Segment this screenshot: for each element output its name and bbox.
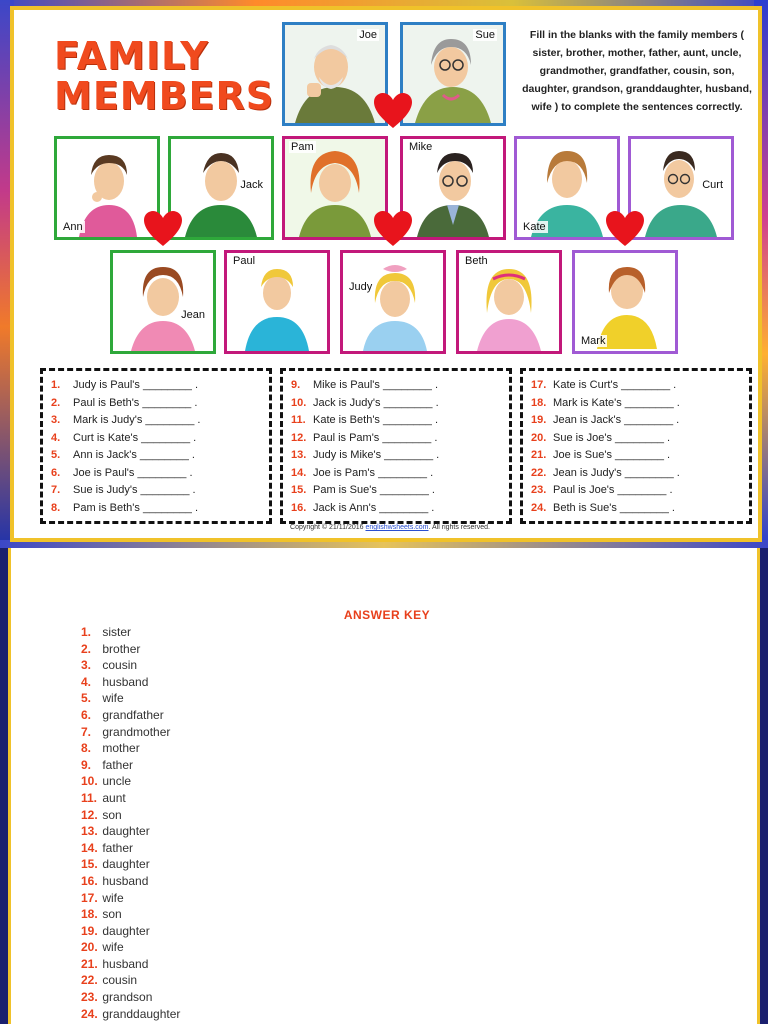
name-label-kate: Kate xyxy=(523,221,546,233)
card-sue xyxy=(400,22,506,126)
answer-key-item: 22. cousin xyxy=(81,973,138,988)
answer-key-item: 18. son xyxy=(81,907,122,922)
name-label-jack: Jack xyxy=(240,179,263,191)
card-mark xyxy=(572,250,678,354)
exercise-line: 24. Beth is Sue's ________ . xyxy=(531,501,675,514)
answer-key-item: 8. mother xyxy=(81,741,140,756)
answer-key-item: 9. father xyxy=(81,757,134,772)
card-paul xyxy=(224,250,330,354)
title-line-1: FAMILY xyxy=(54,34,209,78)
answer-key-item: 12. son xyxy=(81,807,122,822)
card-mike xyxy=(400,136,506,240)
exercise-line: 20. Sue is Joe's ________ . xyxy=(531,431,671,444)
exercise-line: 7. Sue is Judy's ________ . xyxy=(51,484,196,496)
exercise-line: 14. Joe is Pam's ________ . xyxy=(291,466,434,479)
exercise-line: 13. Judy is Mike's ________ . xyxy=(291,449,440,461)
answer-key-item: 11. aunt xyxy=(81,790,126,805)
exercise-line: 10. Jack is Judy's ________ . xyxy=(291,396,439,409)
answer-key-item: 2. brother xyxy=(81,641,141,656)
heart-icon-pam-mike xyxy=(372,210,414,248)
answer-key-item: 13. daughter xyxy=(81,824,150,839)
exercise-line: 5. Ann is Jack's ________ . xyxy=(51,449,195,461)
answer-key-title: ANSWER KEY xyxy=(343,608,431,622)
answer-key-item: 17. wife xyxy=(81,890,124,905)
exercise-line: 17. Kate is Curt's ________ . xyxy=(531,379,677,391)
heart-icon-ann-jack xyxy=(142,210,184,248)
card-jean xyxy=(110,250,216,354)
answer-key-page xyxy=(8,548,760,1024)
exercise-line: 21. Joe is Sue's ________ . xyxy=(531,449,671,461)
judy-portrait-icon xyxy=(343,253,443,351)
answer-key-item: 3. cousin xyxy=(81,658,138,673)
name-label-ann: Ann xyxy=(63,221,83,233)
beth-portrait-icon xyxy=(459,253,559,351)
copyright-notice: Copyright © 21/11/2016 englishwsheets.com. All rights reserved. xyxy=(290,524,490,531)
name-label-paul: Paul xyxy=(233,255,256,267)
copyright-link[interactable]: englishwsheets.com xyxy=(365,524,429,531)
exercise-line: 4. Curt is Kate's ________ . xyxy=(51,431,197,444)
answer-key-item: 21. husband xyxy=(81,956,149,971)
exercise-line: 3. Mark is Judy's ________ . xyxy=(51,414,201,426)
answer-key-item: 4. husband xyxy=(81,674,149,689)
exercise-column-2 xyxy=(280,368,512,524)
name-label-mark: Mark xyxy=(581,335,606,347)
answer-key-item: 10. uncle xyxy=(81,774,132,789)
paul-portrait-icon xyxy=(227,253,327,351)
mike-portrait-icon xyxy=(403,139,503,237)
name-label-curt: Curt xyxy=(702,179,723,191)
answer-key-list xyxy=(81,624,180,1022)
exercise-section xyxy=(40,368,756,526)
exercise-line: 19. Jean is Jack's ________ . xyxy=(531,414,680,426)
instructions-text: Fill in the blanks with the family members ( sister, brother, mother, father, aunt, uncle, grandmother, grandfather, cousin, son, daughter, grandson, granddaughter, husband, wife ) to complete the sentences correctly. xyxy=(522,29,752,113)
exercise-line: 2. Paul is Beth's ________ . xyxy=(51,396,198,409)
exercise-line: 15. Pam is Sue's ________ . xyxy=(291,484,435,496)
exercise-line: 16. Jack is Ann's ________ . xyxy=(291,501,435,514)
answer-key-item: 23. grandson xyxy=(81,990,153,1005)
worksheet-page xyxy=(10,6,762,542)
name-label-beth: Beth xyxy=(465,255,488,267)
exercise-line: 9. Mike is Paul's ________ . xyxy=(291,379,439,391)
name-label-jean: Jean xyxy=(181,309,205,321)
answer-key-item: 24. granddaughter xyxy=(81,1006,181,1021)
answer-key-item: 16. husband xyxy=(81,873,149,888)
exercise-line: 12. Paul is Pam's ________ . xyxy=(291,431,438,444)
exercise-line: 11. Kate is Beth's ________ . xyxy=(291,414,439,426)
card-beth xyxy=(456,250,562,354)
exercise-line: 23. Paul is Joe's ________ . xyxy=(531,484,673,496)
answer-key-item: 19. daughter xyxy=(81,923,150,938)
heart-icon-joe-sue xyxy=(372,92,414,130)
exercise-line: 1. Judy is Paul's ________ . xyxy=(51,379,199,391)
exercise-line: 8. Pam is Beth's ________ . xyxy=(51,501,199,514)
heart-icon-kate-curt xyxy=(604,210,646,248)
answer-key-item: 5. wife xyxy=(81,691,124,706)
answer-key-item: 7. grandmother xyxy=(81,724,171,739)
name-label-pam: Pam xyxy=(291,141,314,153)
card-judy xyxy=(340,250,446,354)
name-label-judy: Judy xyxy=(349,281,373,293)
exercise-line: 22. Jean is Judy's ________ . xyxy=(531,466,680,479)
exercise-column-3 xyxy=(520,368,752,524)
title-line-2: MEMBERS xyxy=(54,74,275,118)
answer-key-item: 20. wife xyxy=(81,940,124,955)
exercise-line: 6. Joe is Paul's ________ . xyxy=(51,466,193,479)
exercise-line: 18. Mark is Kate's ________ . xyxy=(531,396,680,409)
name-label-mike: Mike xyxy=(409,141,433,153)
exercise-column-1 xyxy=(40,368,272,524)
answer-key-item: 1. sister xyxy=(81,625,132,639)
answer-key-item: 15. daughter xyxy=(81,857,150,872)
name-label-sue: Sue xyxy=(475,29,495,41)
name-label-joe: Joe xyxy=(359,29,377,41)
answer-key-item: 6. grandfather xyxy=(81,707,164,722)
pam-portrait-icon xyxy=(285,139,385,237)
jean-portrait-icon xyxy=(113,253,213,351)
answer-key-item: 14. father xyxy=(81,840,134,855)
worksheet-title xyxy=(54,36,274,116)
